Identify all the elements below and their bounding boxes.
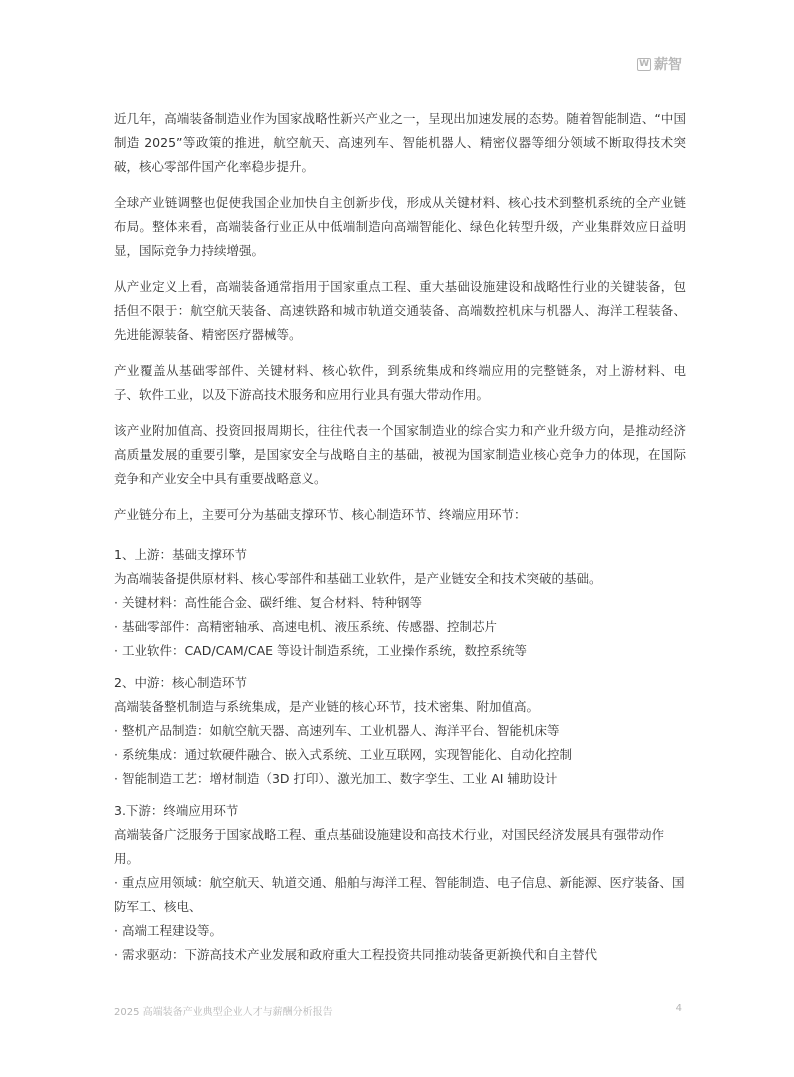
paragraph: 该产业附加值高、投资回报周期长，往往代表一个国家制造业的综合实力和产业升级方向，是推动经济高质量发展的重要引擎，是国家安全与战略自主的基础，被视为国家制造业核心竞争力的体现，在国际竞争和产业安全中具有重要战略意义。 (114, 423, 686, 486)
section-description: 为高端装备提供原材料、核心零部件和基础工业软件，是产业链安全和技术突破的基础。 (114, 571, 602, 586)
paragraph: 近几年，高端装备制造业作为国家战略性新兴产业之一，呈现出加速发展的态势。随着智能制造、“中国制造 2025”等政策的推进，航空航天、高速列车、智能机器人、精密仪器等细分领域不断取得技术突破，核心零部件国产化率稳步提升。 (114, 111, 686, 174)
paragraph: 产业覆盖从基础零部件、关键材料、核心软件，到系统集成和终端应用的完整链条，对上游材料、电子、软件工业，以及下游高技术服务和应用行业具有强大带动作用。 (114, 363, 686, 402)
brand-logo-mark: W (639, 58, 649, 69)
brand-logo-text: 薪智 (654, 57, 682, 73)
brand-logo (637, 54, 682, 74)
bullet-item: · 整机产品制造：如航空航天器、高速列车、工业机器人、海洋平台、智能机床等 (114, 723, 560, 738)
document-body (114, 107, 686, 975)
footer-report-title: 2025 高端装备产业典型企业人才与薪酬分析报告 (114, 1007, 333, 1018)
section-downstream (114, 799, 686, 967)
page-number: 4 (675, 1003, 682, 1014)
bullet-item: · 智能制造工艺：增材制造（3D 打印）、激光加工、数字孪生、工业 AI 辅助设计 (114, 771, 558, 786)
paragraph: 从产业定义上看，高端装备通常指用于国家重点工程、重大基础设施建设和战略性行业的关键装备，包括但不限于：航空航天装备、高速铁路和城市轨道交通装备、高端数控机床与机器人、海洋工程装备、先进能源装备、精密医疗器械等。 (114, 279, 686, 342)
section-description: 高端装备广泛服务于国家战略工程、重点基础设施建设和高技术行业，对国民经济发展具有强带动作用。 (114, 827, 665, 866)
bullet-item: · 需求驱动：下游高技术产业发展和政府重大工程投资共同推动装备更新换代和自主替代 (114, 947, 597, 962)
section-upstream (114, 543, 686, 663)
section-heading: 1、上游：基础支撑环节 (114, 547, 247, 562)
section-heading: 3.下游：终端应用环节 (114, 803, 239, 818)
section-midstream (114, 671, 686, 791)
section-heading: 2、中游：核心制造环节 (114, 675, 247, 690)
paragraph: 产业链分布上，主要可分为基础支撑环节、核心制造环节、终端应用环节： (114, 507, 527, 522)
page-footer (114, 1003, 682, 1018)
bullet-item: · 高端工程建设等。 (114, 923, 222, 938)
bullet-item: · 基础零部件：高精密轴承、高速电机、液压系统、传感器、控制芯片 (114, 619, 497, 634)
bullet-item: · 关键材料：高性能合金、碳纤维、复合材料、特种钢等 (114, 595, 422, 610)
bullet-item: · 工业软件：CAD/CAM/CAE 等设计制造系统，工业操作系统，数控系统等 (114, 643, 527, 658)
bullet-item: · 重点应用领域：航空航天、轨道交通、船舶与海洋工程、智能制造、电子信息、新能源、医疗装备、国防军工、核电、 (114, 875, 685, 914)
bullet-item: · 系统集成：通过软硬件融合、嵌入式系统、工业互联网，实现智能化、自动化控制 (114, 747, 572, 762)
section-description: 高端装备整机制造与系统集成，是产业链的核心环节，技术密集、附加值高。 (114, 699, 540, 714)
paragraph: 全球产业链调整也促使我国企业加快自主创新步伐，形成从关键材料、核心技术到整机系统的全产业链布局。整体来看，高端装备行业正从中低端制造向高端智能化、绿色化转型升级，产业集群效应日益明显，国际竞争力持续增强。 (114, 195, 686, 258)
